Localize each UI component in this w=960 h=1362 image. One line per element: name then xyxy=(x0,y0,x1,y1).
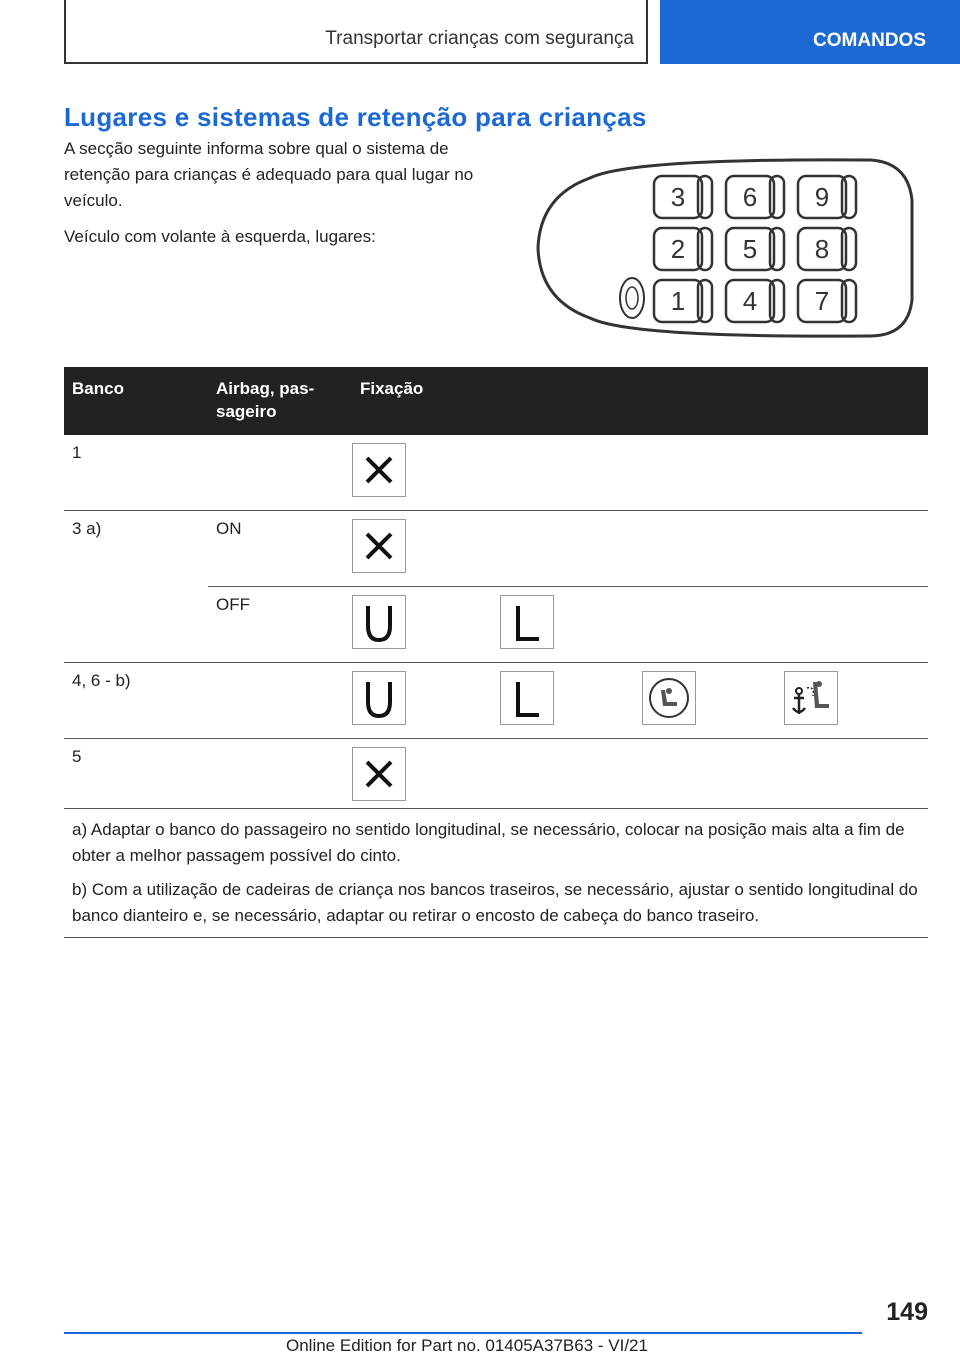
seat-6 xyxy=(726,176,784,218)
cell-banco: 4, 6 - b) xyxy=(64,663,208,739)
header-fixacao: Fixação xyxy=(352,367,928,435)
footnote-b: b) Com a utilização de cadeiras de criança nos bancos traseiros, se necessário, ajustar o sentido longitudinal do banco dianteiro e, se necessário, adaptar ou retirar o encosto de cabeça do banco traseiro. xyxy=(72,880,918,925)
header-airbag: Airbag, pas-sageiro xyxy=(208,367,352,435)
child-seat-table xyxy=(64,367,928,814)
cell-banco: 5 xyxy=(64,739,208,815)
intro-text xyxy=(64,136,484,260)
page-title: Lugares e sistemas de retenção para crianças xyxy=(64,102,647,132)
cell-airbag: OFF xyxy=(208,587,352,663)
svg-text:6: 6 xyxy=(742,182,758,212)
table-row xyxy=(64,739,928,815)
header-tab-label: COMANDOS xyxy=(813,30,926,51)
header-section-title: Transportar crianças com segurança xyxy=(325,28,634,49)
header-section-box xyxy=(64,0,648,64)
isofix-anchor-seat-icon xyxy=(784,671,838,725)
svg-text:3: 3 xyxy=(670,182,686,212)
seat-5 xyxy=(726,228,784,270)
table-footnotes xyxy=(64,808,928,938)
footer-edition: Online Edition for Part no. 01405A37B63 - VI/21 xyxy=(286,1336,648,1355)
svg-text:9: 9 xyxy=(814,182,830,212)
seat-4 xyxy=(726,280,784,322)
intro-paragraph-1: A secção seguinte informa sobre qual o sistema de retenção para crianças é adequado para qual lugar no veículo. xyxy=(64,139,474,210)
seat-7 xyxy=(798,280,856,322)
page-number: 149 xyxy=(886,1298,928,1326)
table-header-row xyxy=(64,367,928,435)
seat-layout-diagram xyxy=(530,150,930,345)
table-row xyxy=(64,663,928,739)
svg-text:8: 8 xyxy=(814,234,830,264)
seat-2 xyxy=(654,228,712,270)
universal-u-icon xyxy=(352,595,406,649)
cell-fixacao xyxy=(352,587,928,663)
table-row xyxy=(64,511,928,587)
semi-universal-l-icon xyxy=(500,671,554,725)
cell-fixacao xyxy=(352,511,928,587)
svg-text:1: 1 xyxy=(670,286,686,316)
i-size-seat-icon xyxy=(642,671,696,725)
cell-banco: 1 xyxy=(72,443,82,462)
cell-fixacao xyxy=(352,435,928,511)
steering-wheel-icon xyxy=(620,278,644,318)
table-row xyxy=(64,435,928,511)
header-chapter-tab[interactable] xyxy=(660,0,960,64)
universal-u-icon xyxy=(352,671,406,725)
cross-icon xyxy=(352,519,406,573)
svg-text:2: 2 xyxy=(670,234,686,264)
cross-icon xyxy=(352,443,406,497)
svg-text:7: 7 xyxy=(814,286,830,316)
svg-text:5: 5 xyxy=(742,234,758,264)
semi-universal-l-icon xyxy=(500,595,554,649)
cell-fixacao xyxy=(352,663,928,739)
footer-divider xyxy=(64,1332,862,1334)
cell-fixacao xyxy=(352,739,928,815)
intro-paragraph-2: Veículo com volante à esquerda, lugares: xyxy=(64,227,376,246)
svg-text:4: 4 xyxy=(742,286,758,316)
seat-1 xyxy=(654,280,712,322)
seat-9 xyxy=(798,176,856,218)
seat-3 xyxy=(654,176,712,218)
seat-grid xyxy=(654,176,856,322)
footnote-a: a) Adaptar o banco do passageiro no sentido longitudinal, se necessário, colocar na posição mais alta a fim de obter a melhor passagem possível do cinto. xyxy=(72,820,905,865)
cell-banco: 3 a) xyxy=(64,511,208,587)
seat-8 xyxy=(798,228,856,270)
header-banco: Banco xyxy=(64,367,208,435)
cross-icon xyxy=(352,747,406,801)
table-row xyxy=(64,587,928,663)
cell-airbag: ON xyxy=(208,511,352,587)
